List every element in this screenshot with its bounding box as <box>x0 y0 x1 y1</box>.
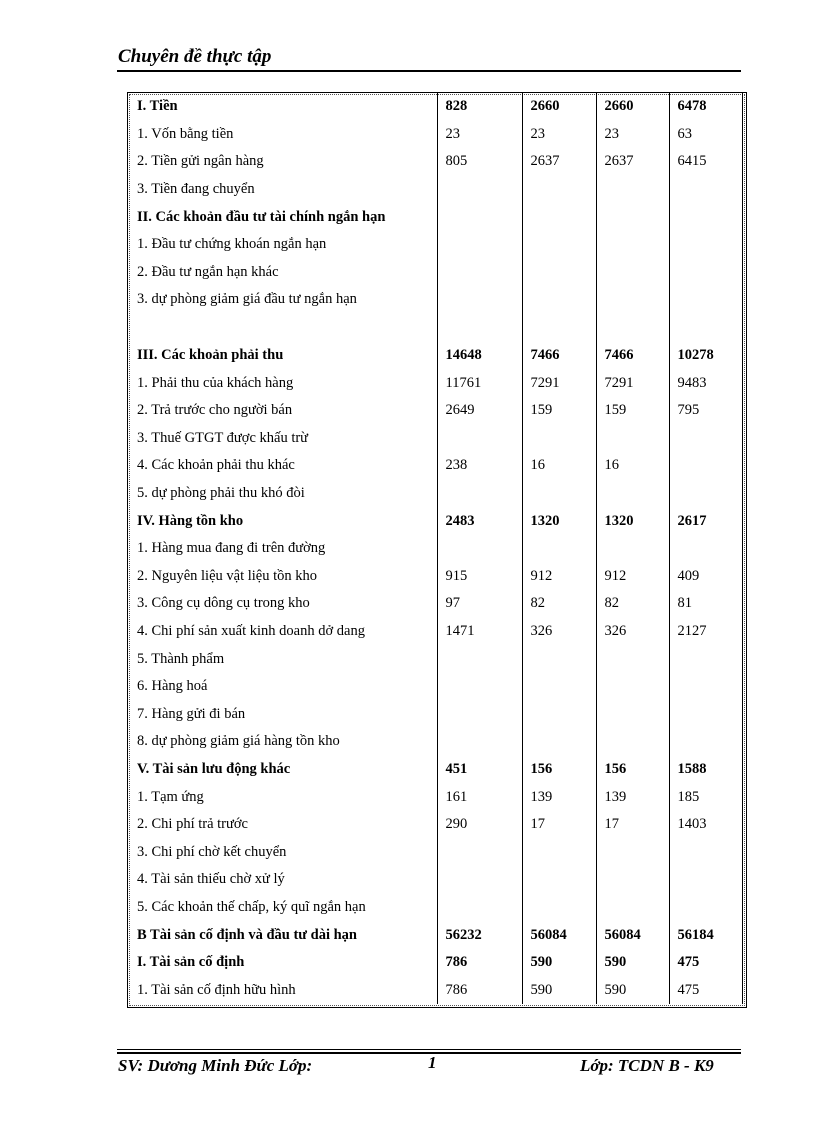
value-col-2: 590 <box>522 949 596 977</box>
table-row <box>132 563 742 591</box>
value-col-1: 290 <box>437 811 522 839</box>
value-col-1: 11761 <box>437 369 522 397</box>
value-col-1 <box>437 286 522 314</box>
value-col-3 <box>596 728 669 756</box>
value-col-1: 915 <box>437 563 522 591</box>
table-row <box>132 507 742 535</box>
value-col-3: 912 <box>596 563 669 591</box>
value-col-1 <box>437 673 522 701</box>
value-col-3: 590 <box>596 949 669 977</box>
row-label: 2. Đầu tư ngắn hạn khác <box>137 263 279 280</box>
row-label: 1. Phải thu của khách hàng <box>137 374 294 391</box>
value-col-1: 161 <box>437 783 522 811</box>
value-col-2 <box>522 425 596 453</box>
value-col-4 <box>669 700 742 728</box>
value-col-2 <box>522 894 596 922</box>
value-col-4: 795 <box>669 397 742 425</box>
value-col-2 <box>522 728 596 756</box>
row-label: 3. Tiền đang chuyển <box>137 181 255 198</box>
row-label: 8. dự phòng giảm giá hàng tồn kho <box>137 733 340 750</box>
row-label: I. Tiền <box>137 98 178 115</box>
value-col-3: 7291 <box>596 369 669 397</box>
table-row <box>132 452 742 480</box>
value-col-2: 156 <box>522 756 596 784</box>
value-col-1 <box>437 314 522 342</box>
value-col-3 <box>596 176 669 204</box>
value-col-4: 63 <box>669 121 742 149</box>
value-col-4 <box>669 314 742 342</box>
table-body <box>132 93 742 1004</box>
value-col-2 <box>522 673 596 701</box>
row-label <box>132 314 437 342</box>
value-col-1: 805 <box>437 148 522 176</box>
value-col-4: 185 <box>669 783 742 811</box>
value-col-4: 81 <box>669 590 742 618</box>
value-col-2 <box>522 838 596 866</box>
table-row <box>132 425 742 453</box>
value-col-2: 56084 <box>522 921 596 949</box>
value-col-4 <box>669 176 742 204</box>
value-col-2 <box>522 314 596 342</box>
value-col-3 <box>596 894 669 922</box>
value-col-2: 16 <box>522 452 596 480</box>
table-row <box>132 976 742 1004</box>
value-col-1: 14648 <box>437 342 522 370</box>
value-col-2: 82 <box>522 590 596 618</box>
value-col-4 <box>669 645 742 673</box>
value-col-3 <box>596 425 669 453</box>
value-col-4: 9483 <box>669 369 742 397</box>
row-label: 2. Trả trước cho người bán <box>137 402 293 419</box>
value-col-1: 2649 <box>437 397 522 425</box>
value-col-2: 23 <box>522 121 596 149</box>
table-row <box>132 480 742 508</box>
value-col-2 <box>522 286 596 314</box>
value-col-1 <box>437 728 522 756</box>
value-col-3: 1320 <box>596 507 669 535</box>
value-col-1: 1471 <box>437 618 522 646</box>
footer-divider-thin <box>117 1049 741 1050</box>
value-col-2: 590 <box>522 976 596 1004</box>
value-col-2 <box>522 259 596 287</box>
row-label: I. Tài sản cố định <box>137 954 245 971</box>
value-col-3: 16 <box>596 452 669 480</box>
row-label: 4. Chi phí sản xuất kinh doanh dở dang <box>137 622 365 639</box>
value-col-1 <box>437 700 522 728</box>
row-label: 2. Tiền gửi ngân hàng <box>137 153 264 170</box>
table-row <box>132 231 742 259</box>
row-label: V. Tài sản lưu động khác <box>137 760 291 777</box>
value-col-2: 1320 <box>522 507 596 535</box>
row-label: 1. Tạm ứng <box>137 788 204 805</box>
value-col-4 <box>669 452 742 480</box>
row-label: 3. Chi phí chờ kết chuyển <box>137 843 287 860</box>
row-label: 5. dự phòng phải thu khó đòi <box>137 485 305 502</box>
balance-sheet-table <box>132 93 743 1004</box>
value-col-3: 56084 <box>596 921 669 949</box>
value-col-2 <box>522 480 596 508</box>
value-col-4: 6478 <box>669 93 742 121</box>
table-row <box>132 673 742 701</box>
table-row <box>132 93 742 121</box>
value-col-2: 139 <box>522 783 596 811</box>
table-row <box>132 728 742 756</box>
row-label: 3. Thuế GTGT được khấu trừ <box>137 429 309 446</box>
value-col-3 <box>596 231 669 259</box>
row-label: 1. Hàng mua đang đi trên đường <box>137 540 326 557</box>
value-col-1 <box>437 535 522 563</box>
row-label: II. Các khoản đầu tư tài chính ngắn hạn <box>137 208 386 225</box>
value-col-3 <box>596 259 669 287</box>
value-col-3: 156 <box>596 756 669 784</box>
value-col-1 <box>437 203 522 231</box>
value-col-3 <box>596 673 669 701</box>
value-col-3: 139 <box>596 783 669 811</box>
value-col-3 <box>596 314 669 342</box>
value-col-4: 409 <box>669 563 742 591</box>
value-col-1: 238 <box>437 452 522 480</box>
value-col-4 <box>669 894 742 922</box>
value-col-1 <box>437 838 522 866</box>
value-col-2: 159 <box>522 397 596 425</box>
value-col-1 <box>437 231 522 259</box>
value-col-3: 17 <box>596 811 669 839</box>
value-col-2: 7291 <box>522 369 596 397</box>
footer-class: Lớp: TCDN B - K9 <box>580 1056 714 1075</box>
table-row <box>132 838 742 866</box>
table-row <box>132 314 742 342</box>
row-label: 1. Đầu tư chứng khoán ngắn hạn <box>137 236 327 253</box>
value-col-2: 17 <box>522 811 596 839</box>
value-col-4 <box>669 259 742 287</box>
value-col-3: 326 <box>596 618 669 646</box>
value-col-1 <box>437 645 522 673</box>
value-col-4 <box>669 286 742 314</box>
table-row <box>132 921 742 949</box>
value-col-2 <box>522 535 596 563</box>
value-col-2: 326 <box>522 618 596 646</box>
row-label: 3. Công cụ dông cụ trong kho <box>137 595 310 612</box>
balance-sheet-table-frame <box>127 92 747 1008</box>
page-number: 1 <box>428 1053 437 1072</box>
value-col-4 <box>669 480 742 508</box>
footer-student-name: SV: Dương Minh Đức Lớp: <box>118 1056 313 1075</box>
value-col-1: 828 <box>437 93 522 121</box>
table-row <box>132 618 742 646</box>
table-row <box>132 369 742 397</box>
row-label: 2. Nguyên liệu vật liệu tồn kho <box>137 567 318 584</box>
table-row <box>132 590 742 618</box>
value-col-2: 2660 <box>522 93 596 121</box>
value-col-3 <box>596 203 669 231</box>
value-col-1: 451 <box>437 756 522 784</box>
value-col-4: 475 <box>669 976 742 1004</box>
value-col-1: 786 <box>437 949 522 977</box>
value-col-3: 159 <box>596 397 669 425</box>
value-col-1: 23 <box>437 121 522 149</box>
value-col-3: 23 <box>596 121 669 149</box>
row-label: 6. Hàng hoá <box>137 678 208 695</box>
row-label: 1. Vốn bằng tiền <box>137 125 234 142</box>
table-row <box>132 176 742 204</box>
table-row <box>132 397 742 425</box>
table-row <box>132 700 742 728</box>
value-col-3 <box>596 535 669 563</box>
table-row <box>132 148 742 176</box>
table-row <box>132 949 742 977</box>
value-col-4 <box>669 866 742 894</box>
value-col-2: 912 <box>522 563 596 591</box>
value-col-3 <box>596 645 669 673</box>
value-col-1 <box>437 425 522 453</box>
value-col-1 <box>437 176 522 204</box>
value-col-4: 2617 <box>669 507 742 535</box>
row-label: 7. Hàng gửi đi bán <box>137 705 246 722</box>
value-col-2: 2637 <box>522 148 596 176</box>
row-label: 4. Tài sản thiếu chờ xử lý <box>137 871 285 888</box>
value-col-4: 10278 <box>669 342 742 370</box>
row-label: 4. Các khoản phải thu khác <box>137 457 295 474</box>
value-col-3 <box>596 866 669 894</box>
value-col-3 <box>596 838 669 866</box>
value-col-4 <box>669 728 742 756</box>
table-row <box>132 783 742 811</box>
row-label: IV. Hàng tồn kho <box>137 512 244 529</box>
row-label: 3. dự phòng giảm giá đầu tư ngắn hạn <box>137 291 357 308</box>
table-row <box>132 756 742 784</box>
value-col-1 <box>437 866 522 894</box>
table-row <box>132 286 742 314</box>
row-label: 5. Các khoản thế chấp, ký quĩ ngắn hạn <box>137 898 366 915</box>
table-row <box>132 645 742 673</box>
row-label: 2. Chi phí trả trước <box>137 816 248 833</box>
value-col-1: 97 <box>437 590 522 618</box>
value-col-1 <box>437 259 522 287</box>
value-col-3 <box>596 480 669 508</box>
value-col-4 <box>669 535 742 563</box>
page-header-title: Chuyên đề thực tập <box>118 46 272 67</box>
row-label: B Tài sản cố định và đầu tư dài hạn <box>137 926 357 943</box>
value-col-1: 56232 <box>437 921 522 949</box>
value-col-4: 6415 <box>669 148 742 176</box>
row-label: III. Các khoản phải thu <box>137 347 284 364</box>
value-col-3: 2637 <box>596 148 669 176</box>
header-divider <box>117 70 741 72</box>
table-row <box>132 342 742 370</box>
value-col-3: 590 <box>596 976 669 1004</box>
value-col-3: 7466 <box>596 342 669 370</box>
value-col-3: 2660 <box>596 93 669 121</box>
value-col-2 <box>522 176 596 204</box>
value-col-4 <box>669 838 742 866</box>
value-col-4 <box>669 231 742 259</box>
table-row <box>132 203 742 231</box>
value-col-4: 56184 <box>669 921 742 949</box>
value-col-2 <box>522 231 596 259</box>
table-row <box>132 535 742 563</box>
value-col-2 <box>522 866 596 894</box>
value-col-1: 2483 <box>437 507 522 535</box>
table-row <box>132 811 742 839</box>
value-col-4: 1588 <box>669 756 742 784</box>
value-col-2 <box>522 645 596 673</box>
value-col-4 <box>669 203 742 231</box>
value-col-3 <box>596 700 669 728</box>
row-label: 5. Thành phẩm <box>137 650 225 667</box>
value-col-4: 1403 <box>669 811 742 839</box>
value-col-4 <box>669 425 742 453</box>
value-col-2 <box>522 700 596 728</box>
value-col-3: 82 <box>596 590 669 618</box>
value-col-4: 2127 <box>669 618 742 646</box>
table-row <box>132 121 742 149</box>
value-col-3 <box>596 286 669 314</box>
value-col-1 <box>437 480 522 508</box>
value-col-4: 475 <box>669 949 742 977</box>
table-row <box>132 866 742 894</box>
value-col-2: 7466 <box>522 342 596 370</box>
value-col-2 <box>522 203 596 231</box>
value-col-4 <box>669 673 742 701</box>
table-row <box>132 894 742 922</box>
row-label: 1. Tài sản cố định hữu hình <box>137 981 296 998</box>
value-col-1 <box>437 894 522 922</box>
table-row <box>132 259 742 287</box>
value-col-1: 786 <box>437 976 522 1004</box>
